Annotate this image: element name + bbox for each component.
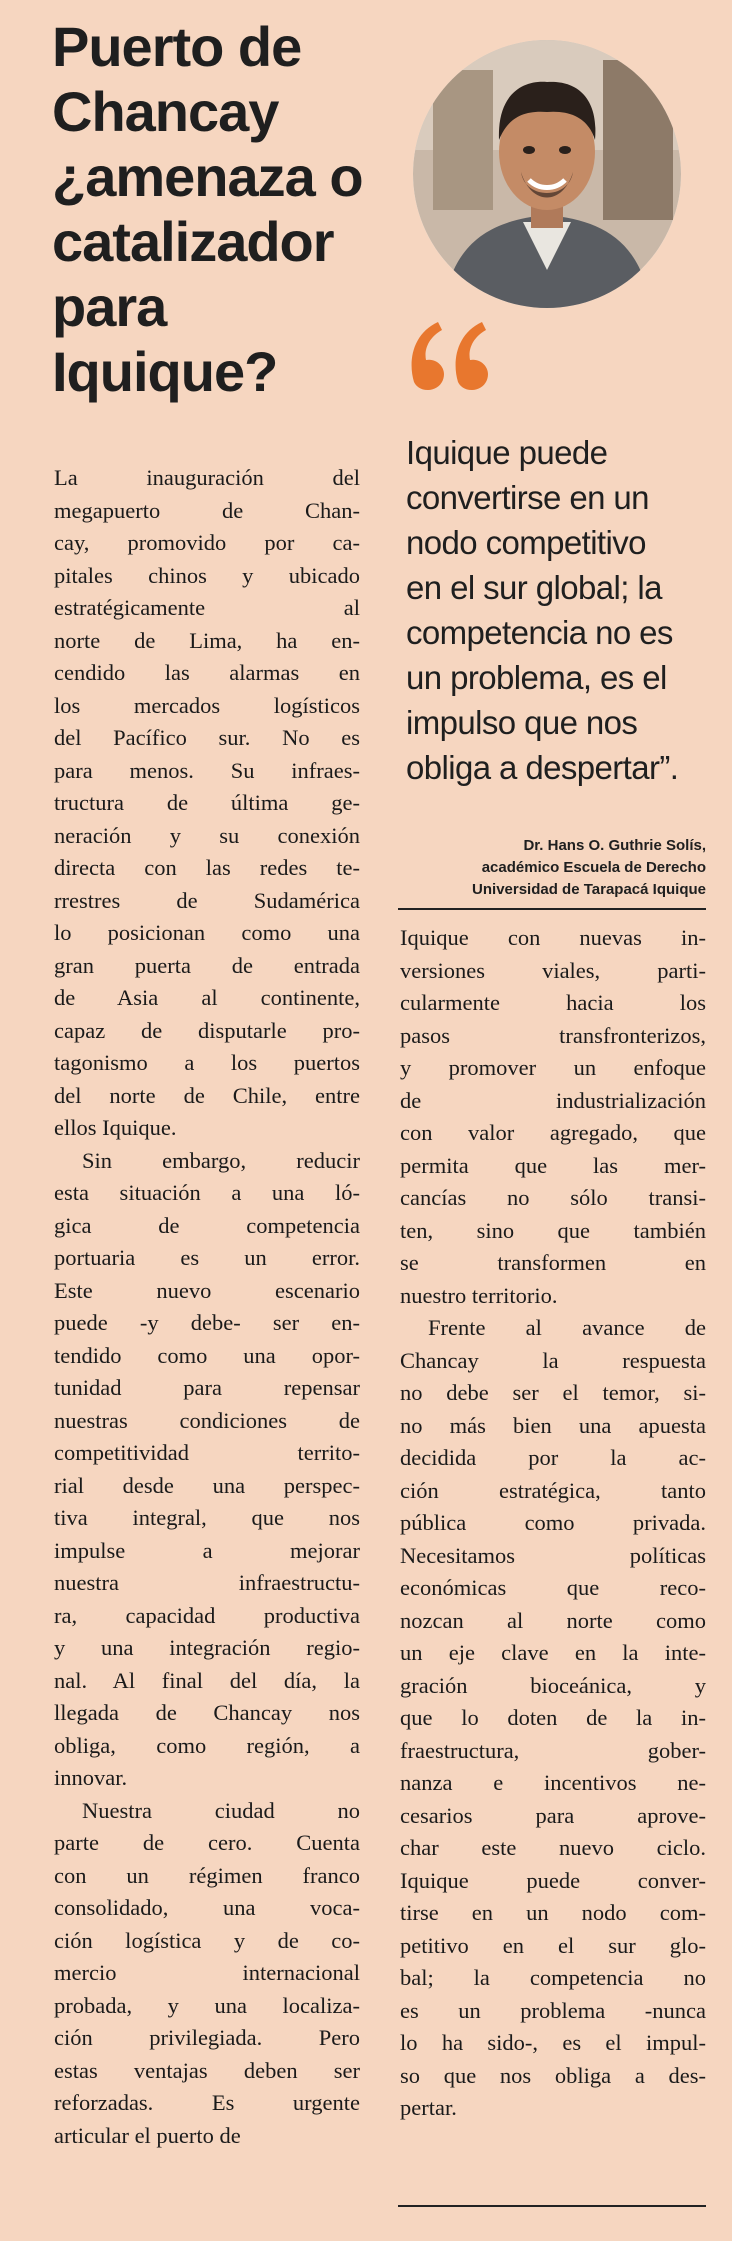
text-line: megapuerto de Chan- [54,497,360,523]
text-line: tirse en un nodo com- [400,1900,706,1925]
text-line: llegada de Chancay nos [54,1700,360,1725]
text-line: Este nuevo escenario [54,1277,360,1303]
text-line: del Pacífico sur. No es [54,725,360,750]
portrait-illustration [413,40,681,308]
text-line: del norte de Chile, entre [54,1082,360,1108]
text-line: con valor agregado, que [400,1120,706,1145]
text-line: y una integración regio- [54,1635,360,1660]
text-line: se transformen en [400,1250,706,1275]
author-role: académico Escuela de Derecho [481,859,706,876]
pull-quote-line: obliga a despertar”. [406,749,679,786]
text-line: ellos Iquique. [54,1115,177,1140]
text-line: tunidad para repensar [54,1375,360,1400]
text-line: Sin embargo, reducir [82,1147,360,1173]
text-line: y promover un enfoque [400,1055,706,1080]
headline-line: Iquique? [52,340,278,403]
text-line: lo posicionan como una [54,920,360,945]
text-line: norte de Lima, ha en- [54,627,360,653]
text-line: no más bien una apuesta [400,1412,706,1438]
text-line: impulse a mejorar [54,1537,360,1563]
text-line: esta situación a una ló- [54,1180,360,1205]
pull-quote-line: impulso que nos [406,704,638,741]
text-line: bal; la competencia no [400,1965,706,1990]
text-line: Frente al avance de [428,1315,706,1340]
text-line: lo ha sido-, es el impul- [400,2030,706,2055]
text-line: ción logística y de co- [54,1927,360,1953]
pull-quote [406,430,706,790]
text-line: rrestres de Sudamérica [54,887,360,913]
author-portrait [413,40,681,308]
text-line: nal. Al final del día, la [54,1667,360,1693]
text-line: para menos. Su infraes- [54,757,360,783]
text-line: tructura de última ge- [54,790,360,815]
text-line: ra, capacidad productiva [54,1602,360,1628]
text-line: estas ventajas deben ser [54,2057,360,2083]
text-line: petitivo en el sur glo- [400,1932,706,1958]
text-line: reforzadas. Es urgente [54,2090,360,2115]
author-affiliation: Universidad de Tarapacá Iquique [472,881,706,898]
text-line: directa con las redes te- [54,855,360,880]
text-line: de Asia al continente, [54,985,360,1010]
text-line: puede -y debe- ser en- [54,1310,360,1335]
pull-quote-line: competencia no es [406,614,673,651]
text-line: Necesitamos políticas [400,1542,706,1568]
pull-quote-line: un problema, es el [406,659,667,696]
divider [398,2205,706,2207]
text-line: tagonismo a los puertos [54,1050,360,1075]
text-line: permita que las mer- [400,1152,706,1178]
paragraph [400,922,706,1312]
text-line: los mercados logísticos [54,692,360,718]
text-line: articular el puerto de [54,2122,241,2148]
pull-quote-line: convertirse en un [406,479,649,516]
text-line: es un problema -nunca [400,1997,706,2023]
text-line: Nuestra ciudad no [82,1797,360,1823]
right-column [400,922,706,2125]
quote-mark-icon [404,312,494,392]
text-line: nanza e incentivos ne- [400,1770,706,1795]
pull-quote-line: nodo competitivo [406,524,646,561]
text-line: gran puerta de entrada [54,952,360,978]
text-line: que lo doten de la in- [400,1705,706,1730]
text-line: La inauguración del [54,465,360,490]
text-line: nuestras condiciones de [54,1407,360,1433]
pull-quote-line: en el sur global; la [406,569,662,606]
author-attribution [380,835,706,901]
text-line: capaz de disputarle pro- [54,1017,360,1043]
text-line: no debe ser el temor, si- [400,1380,706,1405]
text-line: pública como privada. [400,1510,706,1535]
text-line: gica de competencia [54,1212,360,1238]
text-line: fraestructura, gober- [400,1737,706,1763]
headline-line: para [52,275,167,338]
text-line: cularmente hacia los [400,990,706,1015]
text-line: Iquique puede conver- [400,1867,706,1893]
text-line: competitividad territo- [54,1440,360,1465]
text-line: Chancay la respuesta [400,1347,706,1373]
text-line: gración bioceánica, y [400,1672,706,1698]
paragraph [54,1795,360,2153]
text-line: pasos transfronterizos, [400,1022,706,1048]
text-line: obliga, como región, a [54,1732,360,1758]
text-line: consolidado, una voca- [54,1895,360,1920]
headline [52,14,392,404]
text-line: pitales chinos y ubicado [54,562,360,588]
text-line: nuestra infraestructu- [54,1570,360,1595]
headline-line: Chancay [52,80,279,143]
left-column [54,462,360,2152]
text-line: ten, sino que también [400,1217,706,1243]
text-line: char este nuevo ciclo. [400,1835,706,1860]
text-line: mercio internacional [54,1960,360,1985]
text-line: innovar. [54,1765,128,1790]
headline-line: catalizador [52,210,334,273]
text-line: nozcan al norte como [400,1607,706,1633]
paragraph [54,1145,360,1795]
text-line: rial desde una perspec- [54,1472,360,1498]
text-line: decidida por la ac- [400,1445,706,1470]
divider [398,908,706,910]
text-line: tendido como una opor- [54,1342,360,1368]
text-line: parte de cero. Cuenta [54,1830,360,1855]
headline-line: Puerto de [52,15,302,78]
pull-quote-line: Iquique puede [406,434,608,471]
text-line: ción privilegiada. Pero [54,2025,360,2050]
text-line: económicas que reco- [400,1575,706,1600]
text-line: cay, promovido por ca- [54,530,360,555]
text-line: so que nos obliga a des- [400,2062,706,2088]
text-line: de industrialización [400,1087,706,1113]
text-line: estratégicamente al [54,595,360,620]
text-line: cendido las alarmas en [54,660,360,685]
text-line: ción estratégica, tanto [400,1477,706,1503]
text-line: neración y su conexión [54,822,360,848]
text-line: probada, y una localiza- [54,1992,360,2018]
text-line: versiones viales, parti- [400,957,706,983]
text-line: un eje clave en la inte- [400,1640,706,1665]
paragraph [54,462,360,1145]
author-name: Dr. Hans O. Guthrie Solís, [523,837,706,854]
text-line: nuestro territorio. [400,1282,558,1308]
text-line: cancías no sólo transi- [400,1185,706,1210]
text-line: con un régimen franco [54,1862,360,1888]
text-line: portuaria es un error. [54,1245,360,1270]
headline-line: ¿amenaza o [52,145,363,208]
text-line: cesarios para aprove- [400,1802,706,1828]
paragraph [400,1312,706,2125]
text-line: tiva integral, que nos [54,1505,360,1530]
text-line: Iquique con nuevas in- [400,925,706,950]
text-line: pertar. [400,2095,457,2120]
